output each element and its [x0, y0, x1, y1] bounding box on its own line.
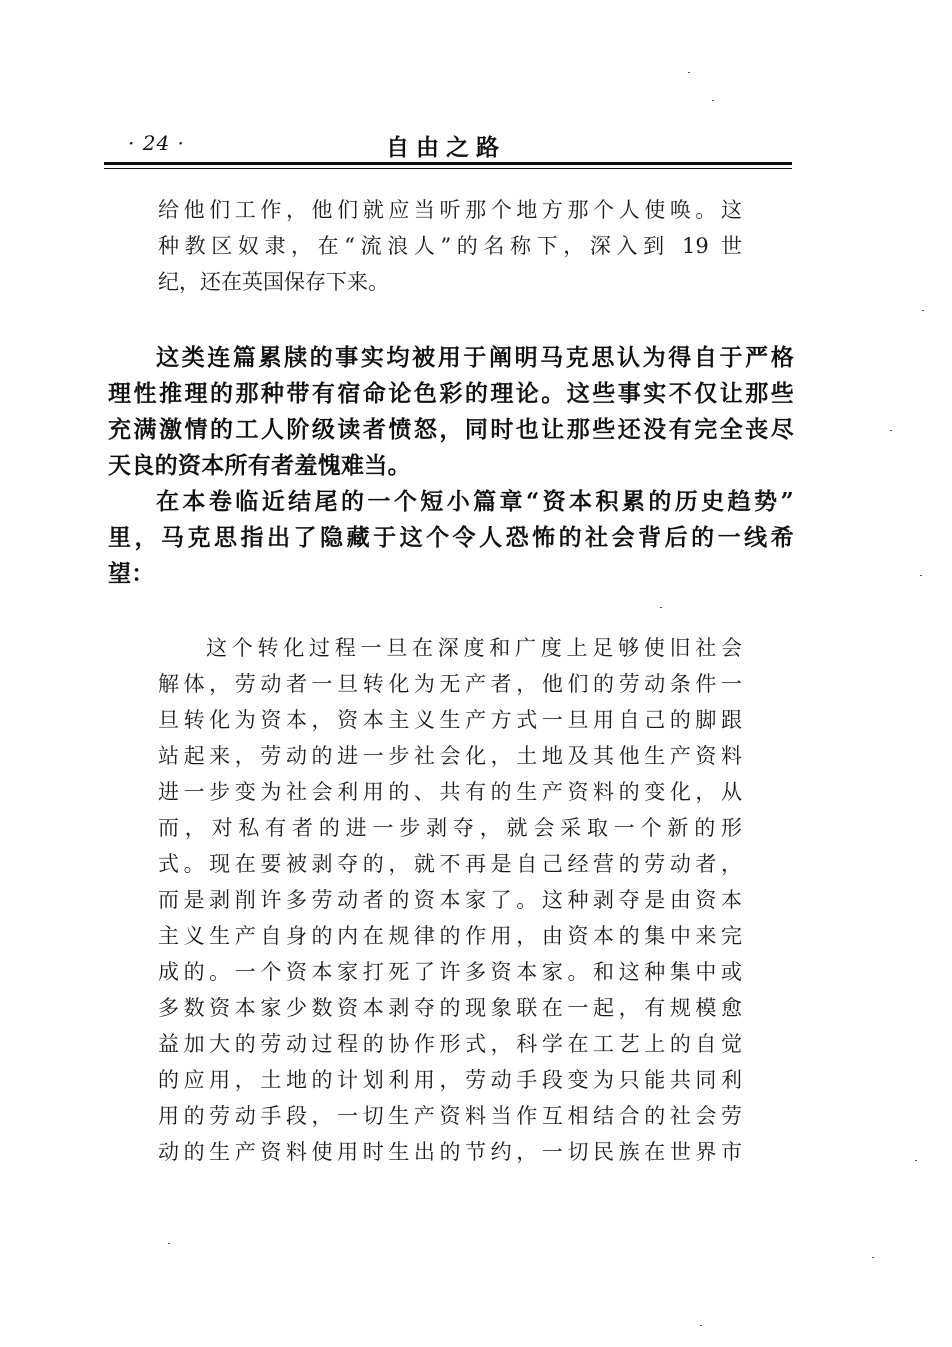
scan-speck	[890, 430, 892, 431]
book-title: 自由之路	[386, 134, 506, 161]
scan-speck	[712, 100, 714, 101]
paragraph-line: 里，马克思指出了隐藏于这个令人恐怖的社会背后的一线希	[108, 524, 794, 551]
quote-line: 进一步变为社会利用的、共有的生产资料的变化，从	[158, 780, 742, 804]
paragraph-line: 这类连篇累牍的事实均被用于阐明马克思认为得自于严格	[156, 344, 794, 371]
scan-speck	[872, 1257, 874, 1258]
quote-line: 给他们工作，他们就应当听那个地方那个人使唤。这	[158, 198, 742, 222]
block-quote-top	[158, 192, 742, 300]
quote-line: 而，对私有者的进一步剥夺，就会采取一个新的形	[158, 816, 742, 840]
running-header	[0, 0, 952, 180]
header-rule-thick	[104, 162, 792, 165]
quote-line: 这个转化过程一旦在深度和广度上足够使旧社会	[206, 636, 742, 660]
quote-line: 的应用，土地的计划利用，劳动手段变为只能共同利	[158, 1068, 742, 1092]
scan-speck	[168, 1243, 170, 1244]
quote-line: 而是剥削许多劳动者的资本家了。这种剥夺是由资本	[158, 888, 742, 912]
paragraph-line: 充满激情的工人阶级读者愤怒，同时也让那些还没有完全丧尽	[108, 416, 794, 443]
body-paragraph-1	[108, 340, 794, 484]
quote-line: 益加大的劳动过程的协作形式，科学在工艺上的自觉	[158, 1032, 742, 1056]
scan-speck	[922, 310, 924, 311]
body-paragraph-2	[108, 484, 794, 592]
scan-speck	[688, 72, 690, 73]
quote-line: 纪，还在英国保存下来。	[158, 270, 389, 294]
quote-line: 式。现在要被剥夺的，就不再是自己经营的劳动者，	[158, 852, 742, 876]
quote-line: 旦转化为资本，资本主义生产方式一旦用自己的脚跟	[158, 708, 742, 732]
paragraph-line: 望：	[108, 560, 155, 587]
quote-line: 主义生产自身的内在规律的作用，由资本的集中来完	[158, 924, 742, 948]
block-quote-bottom	[158, 630, 742, 1170]
quote-line: 成的。一个资本家打死了许多资本家。和这种集中或	[158, 960, 742, 984]
scan-speck	[700, 1325, 702, 1326]
page-number: · 24 ·	[128, 131, 185, 155]
header-rule-thin	[104, 168, 792, 169]
quote-line: 多数资本家少数资本剥夺的现象联在一起，有规模愈	[158, 996, 742, 1020]
paragraph-line: 在本卷临近结尾的一个短小篇章“资本积累的历史趋势”	[156, 488, 794, 515]
paragraph-line: 理性推理的那种带有宿命论色彩的理论。这些事实不仅让那些	[108, 380, 794, 407]
quote-line: 动的生产资料使用时生出的节约，一切民族在世界市	[158, 1140, 742, 1164]
quote-line: 解体，劳动者一旦转化为无产者，他们的劳动条件一	[158, 672, 742, 696]
scan-speck	[920, 575, 922, 576]
quote-line: 种教区奴隶，在“流浪人”的名称下，深入到 19 世	[158, 234, 742, 258]
scan-speck	[915, 1160, 917, 1161]
paragraph-line: 天良的资本所有者羞愧难当。	[108, 452, 411, 479]
quote-line: 站起来，劳动的进一步社会化，土地及其他生产资料	[158, 744, 742, 768]
scan-speck	[660, 607, 662, 608]
quote-line: 用的劳动手段，一切生产资料当作互相结合的社会劳	[158, 1104, 742, 1128]
